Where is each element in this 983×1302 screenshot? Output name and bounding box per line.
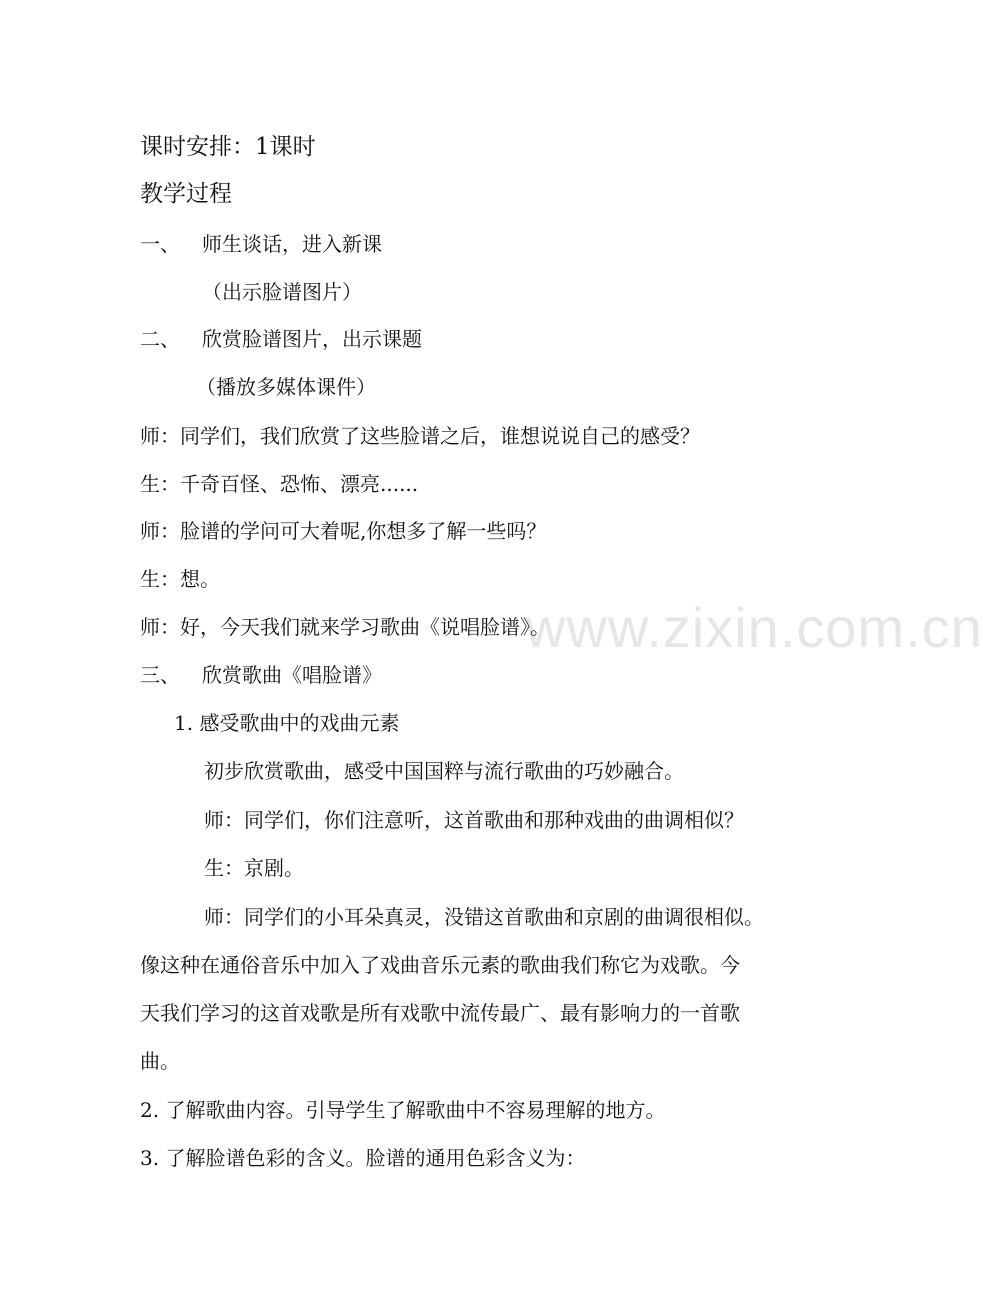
dialogue-line: 生：京剧。 xyxy=(204,856,304,880)
section-number: 三、 xyxy=(140,663,180,687)
paragraph-line: 像这种在通俗音乐中加入了戏曲音乐元素的歌曲我们称它为戏歌。今 xyxy=(140,953,740,977)
subsection-paragraph: 初步欣赏歌曲，感受中国国粹与流行歌曲的巧妙融合。 xyxy=(204,759,684,783)
section-2-note: （播放多媒体课件） xyxy=(196,375,376,399)
section-title: 欣赏歌曲《唱脸谱》 xyxy=(202,663,382,687)
schedule-line: 课时安排：1课时 xyxy=(140,134,316,160)
subsection-3-title: 3. 了解脸谱色彩的含义。脸谱的通用色彩含义为： xyxy=(140,1146,586,1170)
dialogue-line: 生：想。 xyxy=(140,567,220,591)
watermark: www.zixin.com.cn xyxy=(525,596,983,659)
subsection-1-title: 1. 感受歌曲中的戏曲元素 xyxy=(174,711,400,735)
process-title: 教学过程 xyxy=(140,181,232,207)
section-title: 师生谈话，进入新课 xyxy=(202,232,382,256)
section-number: 一、 xyxy=(140,232,180,256)
dialogue-line: 师：好，今天我们就来学习歌曲《说唱脸谱》。 xyxy=(140,615,550,639)
paragraph-line: 天我们学习的这首戏歌是所有戏歌中流传最广、最有影响力的一首歌 xyxy=(140,1001,740,1025)
paragraph-line: 师：同学们的小耳朵真灵，没错这首歌曲和京剧的曲调很相似。 xyxy=(204,905,764,929)
section-title: 欣赏脸谱图片，出示课题 xyxy=(202,327,422,351)
section-number: 二、 xyxy=(140,327,180,351)
dialogue-line: 生：千奇百怪、恐怖、漂亮...... xyxy=(140,472,419,496)
dialogue-line: 师：脸谱的学问可大着呢,你想多了解一些吗？ xyxy=(140,519,547,543)
dialogue-line: 师：同学们，我们欣赏了这些脸谱之后，谁想说说自己的感受？ xyxy=(140,424,700,448)
section-1-note: （出示脸谱图片） xyxy=(202,280,362,304)
paragraph-line: 曲。 xyxy=(140,1049,180,1073)
dialogue-line: 师：同学们，你们注意听，这首歌曲和那种戏曲的曲调相似？ xyxy=(204,808,744,832)
subsection-2-title: 2. 了解歌曲内容。引导学生了解歌曲中不容易理解的地方。 xyxy=(140,1098,666,1122)
